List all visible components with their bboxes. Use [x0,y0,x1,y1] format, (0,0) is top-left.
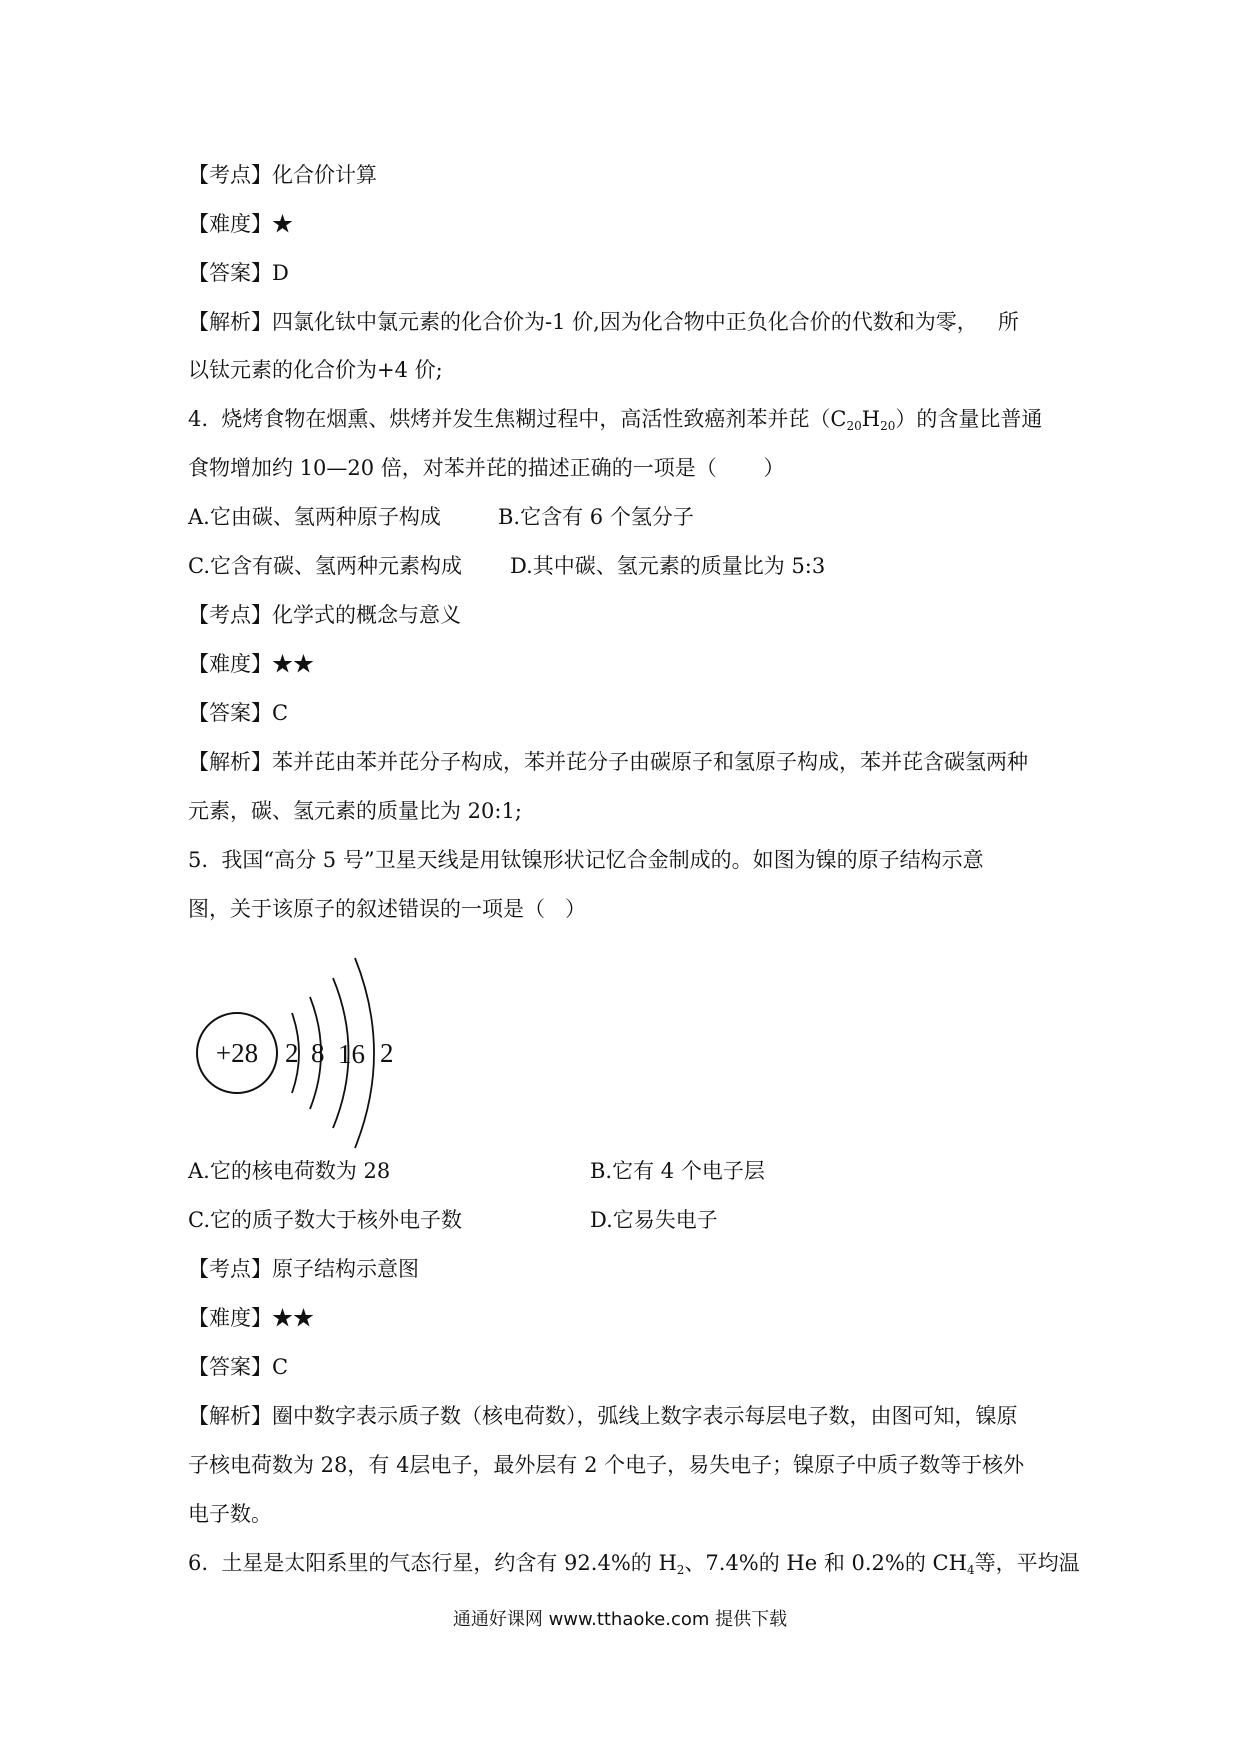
q4-option-b: B.它含有 6 个氢分子 [498,505,694,529]
q3-analysis-line2: 以钛元素的化合价为+4 价; [188,358,443,382]
q6-stem-line1 [188,1548,1080,1585]
q5-option-d: D.它易失电子 [590,1208,718,1232]
q5-kaodian: 【考点】原子结构示意图 [188,1257,419,1281]
q3-answer: 【答案】D [188,261,289,285]
q6-stem-part3: 等，平均温 [974,1551,1080,1575]
q3-kaodian: 【考点】化合价计算 [188,163,377,187]
q5-answer: 【答案】C [188,1355,289,1379]
q4-option-c: C.它含有碳、氢两种元素构成 [188,554,462,578]
shell-4-electrons: 2 [380,1038,394,1068]
q4-stem-part2: ）的含量比普通 [895,407,1043,431]
shell-2-electrons: 8 [311,1038,325,1068]
q6-stem-part1: 6. 土星是太阳系里的气态行星，约含有 92.4%的 H [188,1551,677,1575]
q4-option-a: A.它由碳、氢两种原子构成 [188,505,441,529]
q5-analysis-line2: 子核电荷数为 28，有 4层电子，最外层有 2 个电子，易失电子；镍原子中质子数等于核外 [188,1453,1025,1477]
q4-hydrogen: H [861,407,881,431]
q5-analysis-line3: 电子数。 [188,1502,272,1526]
q5-stem-line2: 图，关于该原子的叙述错误的一项是（ ） [188,897,587,921]
q5-options-row2 [188,1205,718,1235]
nickel-atom-structure-diagram [190,950,420,1150]
q5-nandu: 【难度】★★ [188,1306,314,1330]
nucleus-charge: +28 [215,1038,259,1068]
q5-stem-line1: 5. 我国“高分 5 号”卫星天线是用钛镍形状记忆合金制成的。如图为镍的原子结构示意 [188,848,984,872]
q5-analysis-line1: 【解析】圈中数字表示质子数（核电荷数），弧线上数字表示每层电子数，由图可知，镍原 [188,1404,1018,1428]
q4-analysis-line2: 元素，碳、氢元素的质量比为 20:1; [188,799,522,823]
q4-subscript-h: 20 [880,419,896,433]
q4-nandu: 【难度】★★ [188,652,314,676]
q4-stem-part1: 4. 烧烤食物在烟熏、烘烤并发生焦糊过程中，高活性致癌剂苯并芘（C [188,407,847,431]
q4-subscript-c: 20 [846,419,862,433]
q3-nandu: 【难度】★ [188,212,293,236]
shell-1-electrons: 2 [285,1038,299,1068]
page-footer: 通通好课网 www.tthaoke.com 提供下载 [452,1609,788,1630]
q6-stem-part2: 、7.4%的 He 和 0.2%的 CH [684,1551,967,1575]
q4-stem-line1 [188,404,1042,441]
q4-answer: 【答案】C [188,701,289,725]
q6-subscript-h2: 2 [676,1563,685,1577]
q3-analysis-line1: 【解析】四氯化钛中氯元素的化合价为-1 价,因为化合物中正负化合价的代数和为零， 所 [188,310,1019,334]
q6-subscript-ch4: 4 [966,1563,975,1577]
q4-kaodian: 【考点】化学式的概念与意义 [188,603,461,627]
q5-options-row1 [188,1156,765,1186]
q4-options-row2 [188,551,826,581]
q5-option-b: B.它有 4 个电子层 [590,1159,765,1183]
q4-stem-line2: 食物增加约 10—20 倍，对苯并芘的描述正确的一项是（ ） [188,456,785,480]
q5-option-a: A.它的核电荷数为 28 [188,1159,391,1183]
q4-option-d: D.其中碳、氢元素的质量比为 5:3 [510,554,826,578]
q4-options-row1 [188,502,694,532]
shell-3-electrons: 16 [338,1039,365,1069]
q4-analysis-line1: 【解析】苯并芘由苯并芘分子构成，苯并芘分子由碳原子和氢原子构成，苯并芘含碳氢两种 [188,750,1028,774]
q5-option-c: C.它的质子数大于核外电子数 [188,1208,462,1232]
